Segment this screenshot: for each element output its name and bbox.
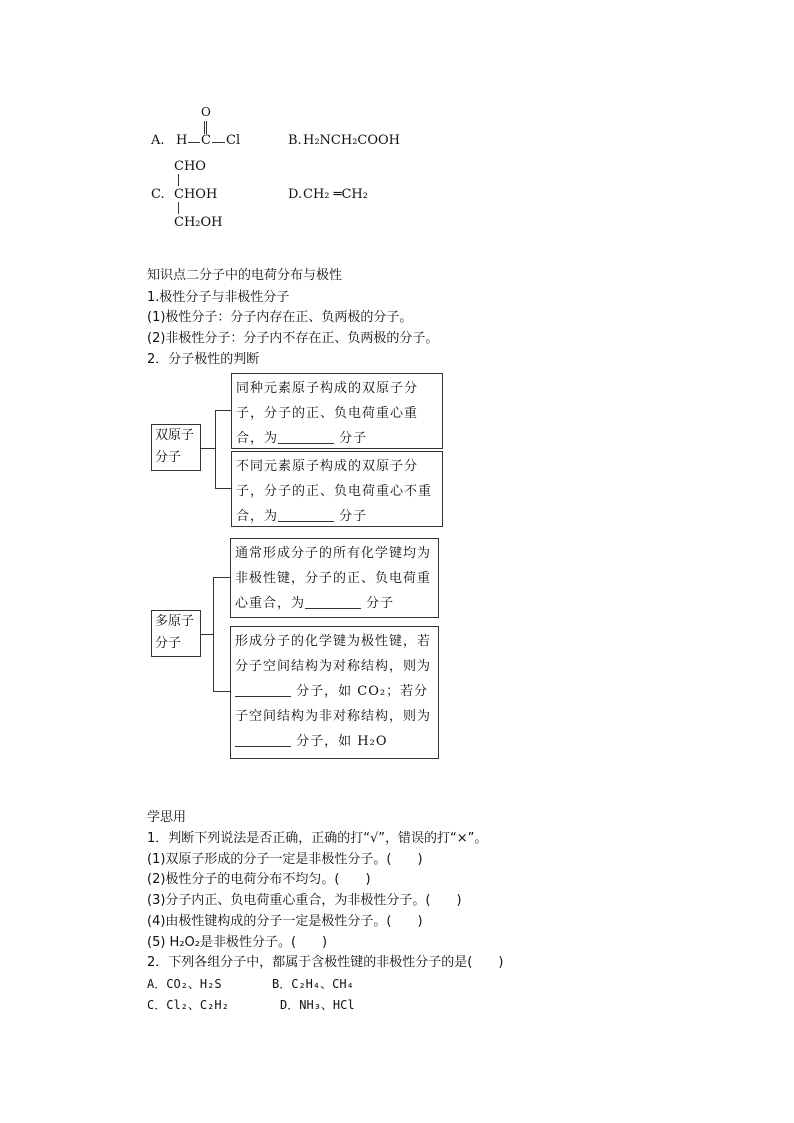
question-2-option-a: A．CO₂、H₂S [147,977,222,991]
diatomic-label-line2: 分子 [155,450,182,465]
question-1: 1．判断下列说法是否正确，正确的打“√”，错误的打“×”。 [147,831,488,846]
question-1-item-4: (4)由极性键构成的分子一定是极性分子。( ) [147,914,423,929]
bond-line [178,174,179,186]
diatomic-label-line1: 双原子 [155,428,195,443]
question-1-item-3: (3)分子内正、负电荷重心重合，为非极性分子。( ) [147,893,462,908]
definition-nonpolar: (2)非极性分子：分子内不存在正、负两极的分子。 [147,331,439,346]
practice-title: 学思用 [147,810,187,825]
diatomic-box2-tail: 分子 [339,509,368,524]
connector-line [213,577,230,578]
polyatomic-label-box [151,610,201,657]
option-b-label: B. [288,133,302,148]
answer-blank[interactable] [305,594,361,609]
connector-line [215,410,216,488]
polyatomic-box2-text-c: 分子，如 H₂O [296,734,388,749]
question-1-item-2: (2)极性分子的电荷分布不均匀。( ) [147,872,371,887]
question-1-item-1: (1)双原子形成的分子一定是非极性分子。( ) [147,852,423,867]
polyatomic-box2-text-b: 分子，如 CO₂；若分子空间结构为非对称结构，则为 [235,684,432,724]
subheading-1: 1.极性分子与非极性分子 [147,290,290,305]
diatomic-box2-text: 不同元素原子构成的双原子分子，分子的正、负电荷重心不重合，为 [236,459,433,524]
answer-blank[interactable] [278,507,334,522]
definition-polar: (1)极性分子：分子内存在正、负两极的分子。 [147,310,413,325]
polyatomic-polar-bond-box [230,626,439,759]
option-c-choh: CHOH [174,187,218,202]
polyatomic-box1-text: 通常形成分子的所有化学键均为非极性键，分子的正、负电荷重心重合，为 [235,546,432,611]
polyatomic-label-line2: 分子 [155,636,182,651]
diatomic-box1-tail: 分子 [339,431,368,446]
question-2-option-d: D．NH₃、HCl [280,998,355,1012]
question-1-item-5: (5) H₂O₂是非极性分子。( ) [147,935,328,950]
option-b-formula: H₂NCH₂COOH [303,133,401,148]
carbonyl-oxygen: O [201,105,211,119]
bond-line [188,142,200,143]
connector-line [213,691,230,692]
bond-line [212,142,225,143]
subheading-2: 2．分子极性的判断 [147,352,260,367]
option-d-formula: CH₂ ═CH₂ [303,187,368,202]
diatomic-label-box [151,424,201,471]
question-2: 2．下列各组分子中，都属于含极性键的非极性分子的是( ) [147,955,504,970]
question-2-option-b: B．C₂H₄、CH₄ [272,977,354,991]
polyatomic-box2-text-a: 形成分子的化学键为极性键，若分子空间结构为对称结构，则为 [235,634,432,674]
option-a-h: H [176,133,188,148]
diatomic-same-element-box [231,373,443,449]
option-c-label: C. [151,187,165,202]
polyatomic-box1-tail: 分子 [366,596,395,611]
option-d-label: D. [288,187,303,202]
answer-blank[interactable] [235,732,291,747]
connector-line [213,577,214,691]
answer-blank[interactable] [278,429,334,444]
option-c-ch2oh: CH₂OH [174,215,223,230]
diatomic-diff-element-box [231,451,443,527]
bond-line [178,202,179,214]
polyatomic-nonpolar-bond-box [230,538,439,618]
connector-line [215,410,231,411]
option-a-label: A. [151,133,165,148]
option-a-cl: Cl [226,133,241,148]
diatomic-box1-text: 同种元素原子构成的双原子分子，分子的正、负电荷重心重合，为 [236,381,419,446]
connector-line [201,634,213,635]
question-2-option-c: C．Cl₂、C₂H₂ [147,998,229,1012]
answer-blank[interactable] [235,682,291,697]
option-c-cho: CHO [174,159,206,174]
connector-line [215,488,231,489]
connector-line [201,448,215,449]
option-a-c: C [201,133,211,148]
section-title: 知识点二分子中的电荷分布与极性 [147,268,343,283]
polyatomic-label-line1: 多原子 [155,614,195,629]
